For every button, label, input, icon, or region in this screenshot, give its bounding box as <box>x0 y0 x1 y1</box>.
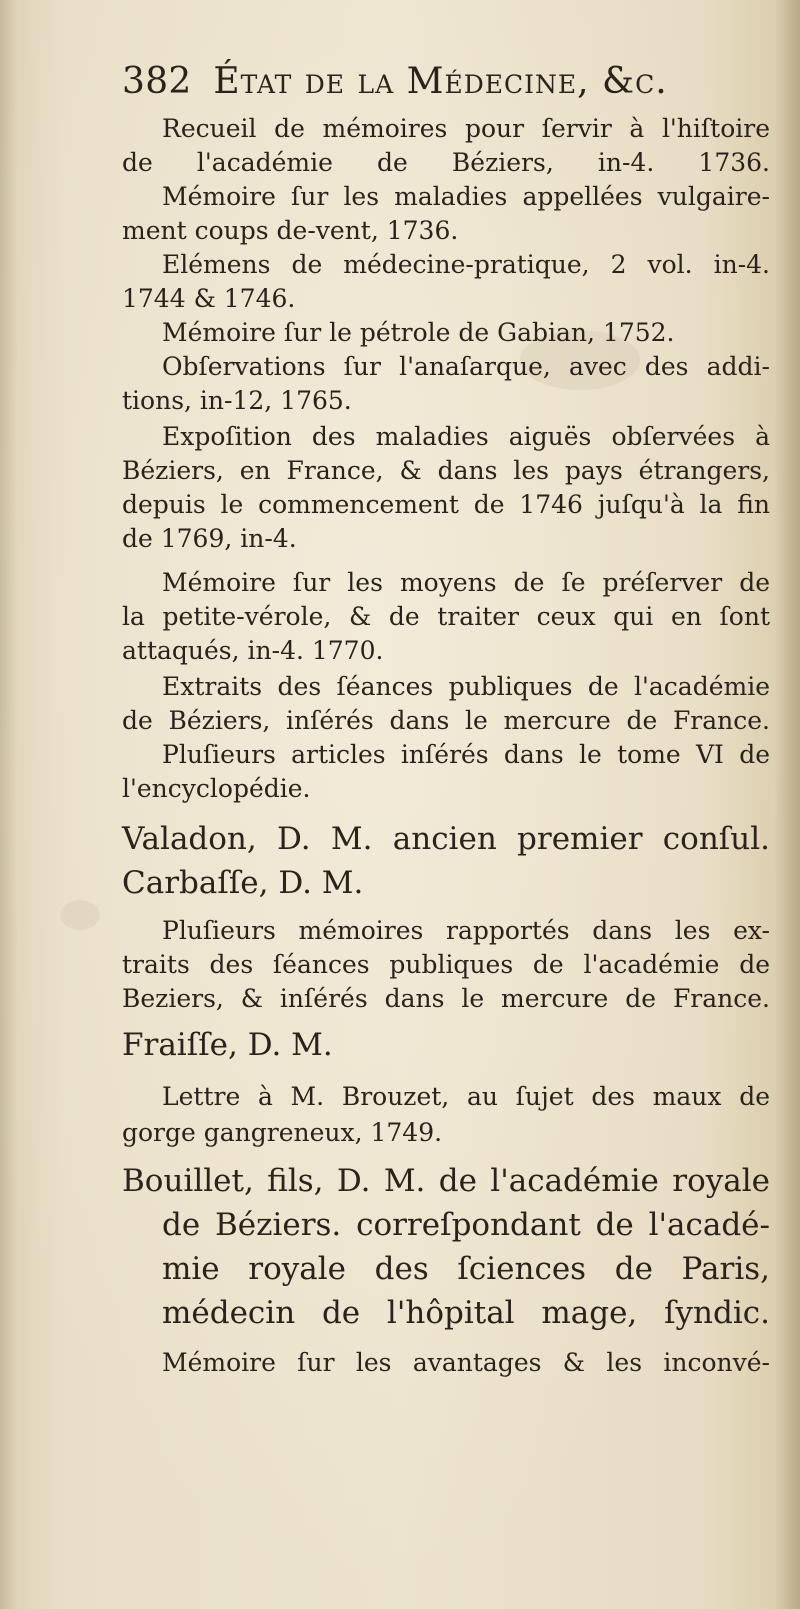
text-line: traits des ſéances publiques de l'académie de <box>122 950 770 979</box>
author-description: médecin de l'hôpital mage, ſyndic. <box>162 1295 770 1331</box>
text-line: 1744 & 1746. <box>122 284 296 313</box>
author-description: mie royale des ſciences de Paris, <box>162 1251 770 1287</box>
text-line: Béziers, en France, & dans les pays étrangers, <box>122 456 770 485</box>
author-description: de Béziers. correſpondant de l'acadé- <box>162 1207 770 1243</box>
text-line: Mémoire ſur les maladies appellées vulgaire- <box>162 182 770 211</box>
text-line: Pluſieurs mémoires rapportés dans les ex- <box>162 916 770 945</box>
text-line: Expoſition des maladies aiguës obſervées à <box>162 422 770 451</box>
text-line: Mémoire ſur les avantages & les inconvé- <box>162 1348 770 1377</box>
text-line: de Béziers, inſérés dans le mercure de France. <box>122 706 770 735</box>
author-heading: Carbaſſe, D. M. <box>122 865 364 901</box>
text-line: tions, in-12, 1765. <box>122 386 352 415</box>
text-line: Beziers, & inſérés dans le mercure de France. <box>122 984 770 1013</box>
text-line: depuis le commencement de 1746 juſqu'à la fin <box>122 490 770 519</box>
author-heading: Fraiſſe, D. M. <box>122 1027 333 1063</box>
text-line: Elémens de médecine-pratique, 2 vol. in-4. <box>162 250 770 279</box>
text-line: gorge gangreneux, 1749. <box>122 1118 443 1147</box>
text-line: Obſervations ſur l'anaſarque, avec des addi- <box>162 352 770 381</box>
text-line: Mémoire ſur les moyens de ſe préſerver de <box>162 568 770 597</box>
running-title: État de la Médecine, &c. <box>213 61 668 102</box>
text-line: Lettre à M. Brouzet, au ſujet des maux de <box>162 1082 770 1111</box>
text-line: la petite-vérole, & de traiter ceux qui en ſont <box>122 602 770 631</box>
text-line: l'encyclopédie. <box>122 774 311 803</box>
text-line: Extraits des ſéances publiques de l'académie <box>162 672 770 701</box>
page-number: 382 <box>122 61 192 102</box>
running-header <box>122 58 762 106</box>
text-line: Recueil de mémoires pour ſervir à l'hiſtoire <box>162 114 770 143</box>
text-line: Mémoire ſur le pétrole de Gabian, 1752. <box>162 318 675 347</box>
text-line: Pluſieurs articles inſérés dans le tome VI de <box>162 740 770 769</box>
author-heading: Bouillet, fils, D. M. de l'académie royale <box>122 1163 770 1199</box>
paper-stain <box>60 900 100 930</box>
text-line: attaqués, in-4. 1770. <box>122 636 384 665</box>
text-line: ment coups de-vent, 1736. <box>122 216 459 245</box>
text-line: de 1769, in-4. <box>122 524 297 553</box>
text-line: de l'académie de Béziers, in-4. 1736. <box>122 148 770 177</box>
author-heading: Valadon, D. M. ancien premier conſul. <box>122 821 770 857</box>
